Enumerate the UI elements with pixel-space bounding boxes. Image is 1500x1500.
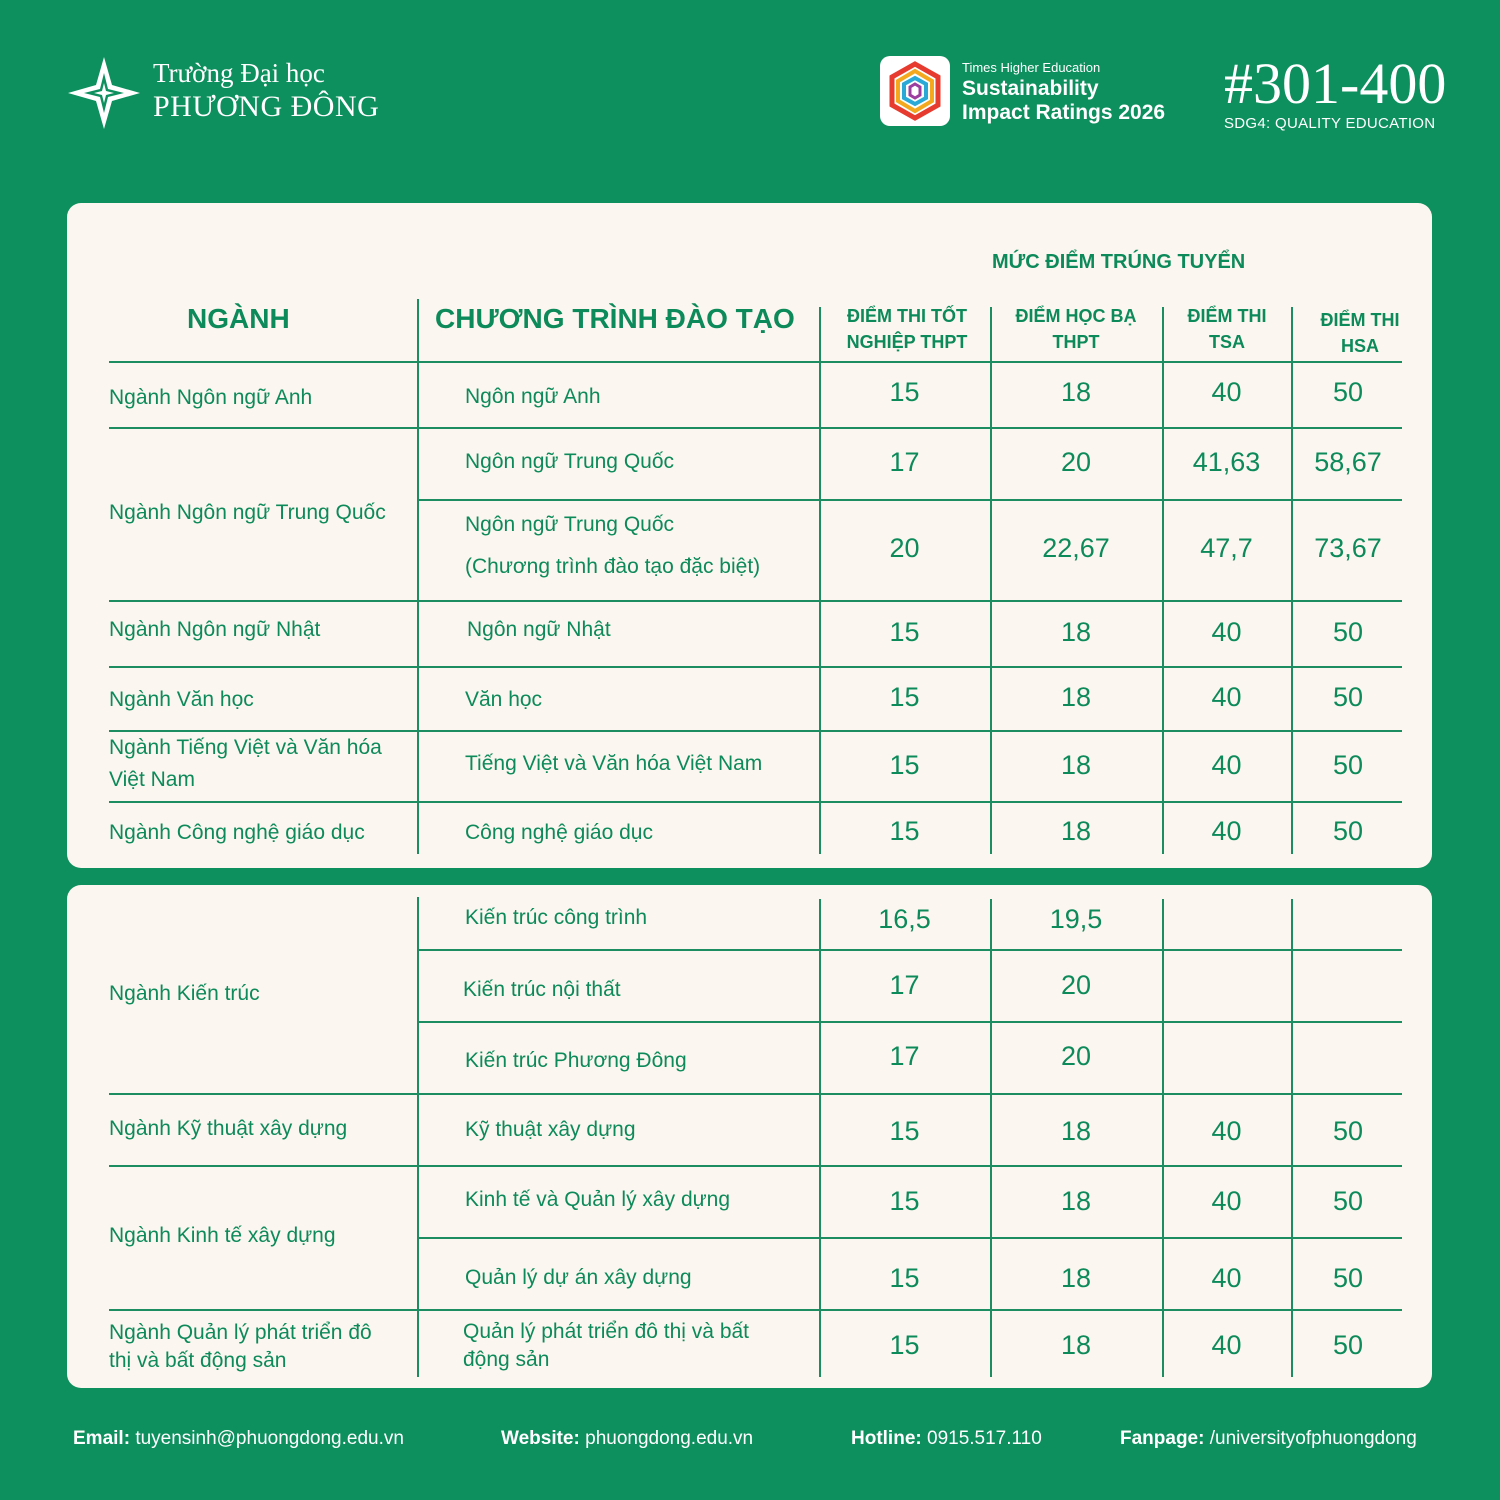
the-badge xyxy=(880,56,950,126)
score-thpt: 15 xyxy=(889,816,920,846)
score-thpt: 17 xyxy=(889,447,920,477)
program-cell: Kiến trúc nội thất xyxy=(463,978,621,1001)
nganh-cell: Ngành Văn học xyxy=(109,688,254,711)
score-hocba: 18 xyxy=(1060,816,1092,846)
program-cell: Kiến trúc công trình xyxy=(465,906,648,929)
score-hsa: 50 xyxy=(1332,1116,1364,1146)
program-cell: Công nghệ giáo dục xyxy=(465,821,653,844)
score-tsa: 40 xyxy=(1211,1263,1242,1293)
score-tsa: 40 xyxy=(1211,682,1242,712)
score-thpt: 15 xyxy=(889,377,920,407)
score-hocba: 18 xyxy=(1060,1263,1092,1293)
program-cell: Ngôn ngữ Trung Quốc xyxy=(465,450,675,473)
nganh-cell: Ngành Kỹ thuật xây dựng xyxy=(109,1117,348,1140)
score-thpt: 15 xyxy=(889,682,920,712)
ranking-number: #301-400 xyxy=(1224,51,1447,116)
footer-website[interactable] xyxy=(501,1428,753,1450)
nganh-cell: Ngành Ngôn ngữ Anh xyxy=(109,386,313,409)
program-cell: Kỹ thuật xây dựng xyxy=(465,1118,636,1141)
university-name-line1: Trường Đại học xyxy=(153,58,325,88)
score-thpt: 17 xyxy=(889,970,920,1000)
score-tsa: 40 xyxy=(1211,1330,1242,1360)
score-hsa: 73,67 xyxy=(1314,533,1382,563)
nganh-cell: Ngành Tiếng Việt và Văn hóa Việt Nam xyxy=(109,736,382,791)
score-tsa: 40 xyxy=(1211,377,1242,407)
score-thpt: 15 xyxy=(889,750,920,780)
score-tsa: 47,7 xyxy=(1200,533,1253,563)
score-tsa: 40 xyxy=(1211,1186,1242,1216)
header-thpt: ĐIỂM THI TỐT NGHIỆP THPT xyxy=(846,306,968,352)
score-hocba: 18 xyxy=(1060,377,1092,407)
score-hocba: 20 xyxy=(1060,1041,1092,1071)
score-thpt: 20 xyxy=(889,533,920,563)
sdg-label: SDG4: QUALITY EDUCATION xyxy=(1224,115,1436,132)
score-hocba: 19,5 xyxy=(1049,904,1103,934)
nganh-cell: Ngành Ngôn ngữ Nhật xyxy=(109,618,321,641)
nganh-cell: Ngành Quản lý phát triển đô thị và bất động sản xyxy=(109,1321,372,1372)
score-hocba: 18 xyxy=(1060,750,1092,780)
score-tsa: 41,63 xyxy=(1192,447,1261,477)
score-table-panel-1 xyxy=(67,203,1432,868)
nganh-cell: Ngành Kinh tế xây dựng xyxy=(109,1224,336,1247)
score-thpt: 17 xyxy=(889,1041,920,1071)
program-cell: Quản lý dự án xây dựng xyxy=(465,1266,692,1289)
footer-hotline-value[interactable]: 0915.517.110 xyxy=(927,1428,1042,1449)
score-tsa: 40 xyxy=(1211,750,1242,780)
hexagon-rings-icon xyxy=(880,56,950,126)
footer-hotline-label: Hotline: xyxy=(851,1428,922,1449)
header-chuong-trinh: CHƯƠNG TRÌNH ĐÀO TẠO xyxy=(435,303,795,334)
score-thpt: 15 xyxy=(889,1116,920,1146)
score-hocba: 18 xyxy=(1060,1116,1092,1146)
footer-email-label: Email: xyxy=(73,1428,131,1449)
university-name-line2: PHƯƠNG ĐÔNG xyxy=(153,90,380,123)
score-thpt: 16,5 xyxy=(878,904,931,934)
score-hocba: 22,67 xyxy=(1042,533,1110,563)
footer-website-value[interactable]: phuongdong.edu.vn xyxy=(585,1428,754,1449)
program-cell: Tiếng Việt và Văn hóa Việt Nam xyxy=(465,752,763,775)
program-cell: Quản lý phát triển đô thị và bất động sản xyxy=(463,1320,750,1371)
score-hocba: 20 xyxy=(1060,970,1092,1000)
footer-hotline[interactable] xyxy=(851,1428,1042,1450)
score-tsa: 40 xyxy=(1211,816,1242,846)
nganh-cell: Ngành Công nghệ giáo dục xyxy=(109,821,365,844)
score-hocba: 20 xyxy=(1060,447,1092,477)
score-thpt: 15 xyxy=(889,1330,920,1360)
score-hsa: 50 xyxy=(1332,1330,1364,1360)
program-cell: Kinh tế và Quản lý xây dựng xyxy=(465,1188,731,1211)
score-hsa: 50 xyxy=(1332,617,1364,647)
score-hsa: 50 xyxy=(1332,750,1364,780)
nganh-cell: Ngành Kiến trúc xyxy=(109,982,260,1005)
header-tsa: ĐIỂM THI TSA xyxy=(1187,306,1267,352)
program-cell: Ngôn ngữ Trung Quốc xyxy=(465,513,675,536)
footer-fanpage[interactable] xyxy=(1120,1428,1417,1450)
score-tsa: 40 xyxy=(1211,1116,1242,1146)
program-cell: Ngôn ngữ Nhật xyxy=(467,618,611,641)
score-hsa: 50 xyxy=(1332,1263,1364,1293)
score-hocba: 18 xyxy=(1060,617,1092,647)
program-note: (Chương trình đào tạo đặc biệt) xyxy=(465,555,761,578)
program-cell: Văn học xyxy=(465,688,543,711)
footer-email-value[interactable]: tuyensinh@phuongdong.edu.vn xyxy=(135,1428,404,1449)
header-muc-diem: MỨC ĐIỂM TRÚNG TUYỂN xyxy=(992,251,1246,273)
score-table-panel-2 xyxy=(67,885,1432,1388)
score-hocba: 18 xyxy=(1060,682,1092,712)
footer-email[interactable] xyxy=(73,1428,404,1450)
score-hsa: 50 xyxy=(1332,682,1364,712)
score-hsa: 50 xyxy=(1332,1186,1364,1216)
nganh-cell: Ngành Ngôn ngữ Trung Quốc xyxy=(109,501,386,524)
header-hocba: ĐIỂM HỌC BẠ THPT xyxy=(1015,306,1137,352)
footer-website-label: Website: xyxy=(501,1428,580,1449)
header-hsa: ĐIỂM THI HSA xyxy=(1320,310,1400,356)
score-thpt: 15 xyxy=(889,617,920,647)
university-logo-icon xyxy=(66,55,142,131)
the-title-line1: Sustainability xyxy=(962,77,1099,100)
footer-fanpage-label: Fanpage: xyxy=(1120,1428,1205,1449)
program-cell: Ngôn ngữ Anh xyxy=(465,385,601,408)
header-nganh: NGÀNH xyxy=(187,303,290,334)
score-hocba: 18 xyxy=(1060,1186,1092,1216)
score-thpt: 15 xyxy=(889,1263,920,1293)
footer-fanpage-value[interactable]: /universityofphuongdong xyxy=(1209,1428,1417,1449)
the-title-line2: Impact Ratings 2026 xyxy=(962,101,1166,124)
score-tsa: 40 xyxy=(1211,617,1242,647)
score-hocba: 18 xyxy=(1060,1330,1092,1360)
score-hsa: 50 xyxy=(1332,377,1364,407)
score-hsa: 50 xyxy=(1332,816,1364,846)
program-cell: Kiến trúc Phương Đông xyxy=(465,1049,687,1072)
score-thpt: 15 xyxy=(889,1186,920,1216)
score-hsa: 58,67 xyxy=(1314,447,1382,477)
the-label: Times Higher Education xyxy=(962,60,1101,75)
